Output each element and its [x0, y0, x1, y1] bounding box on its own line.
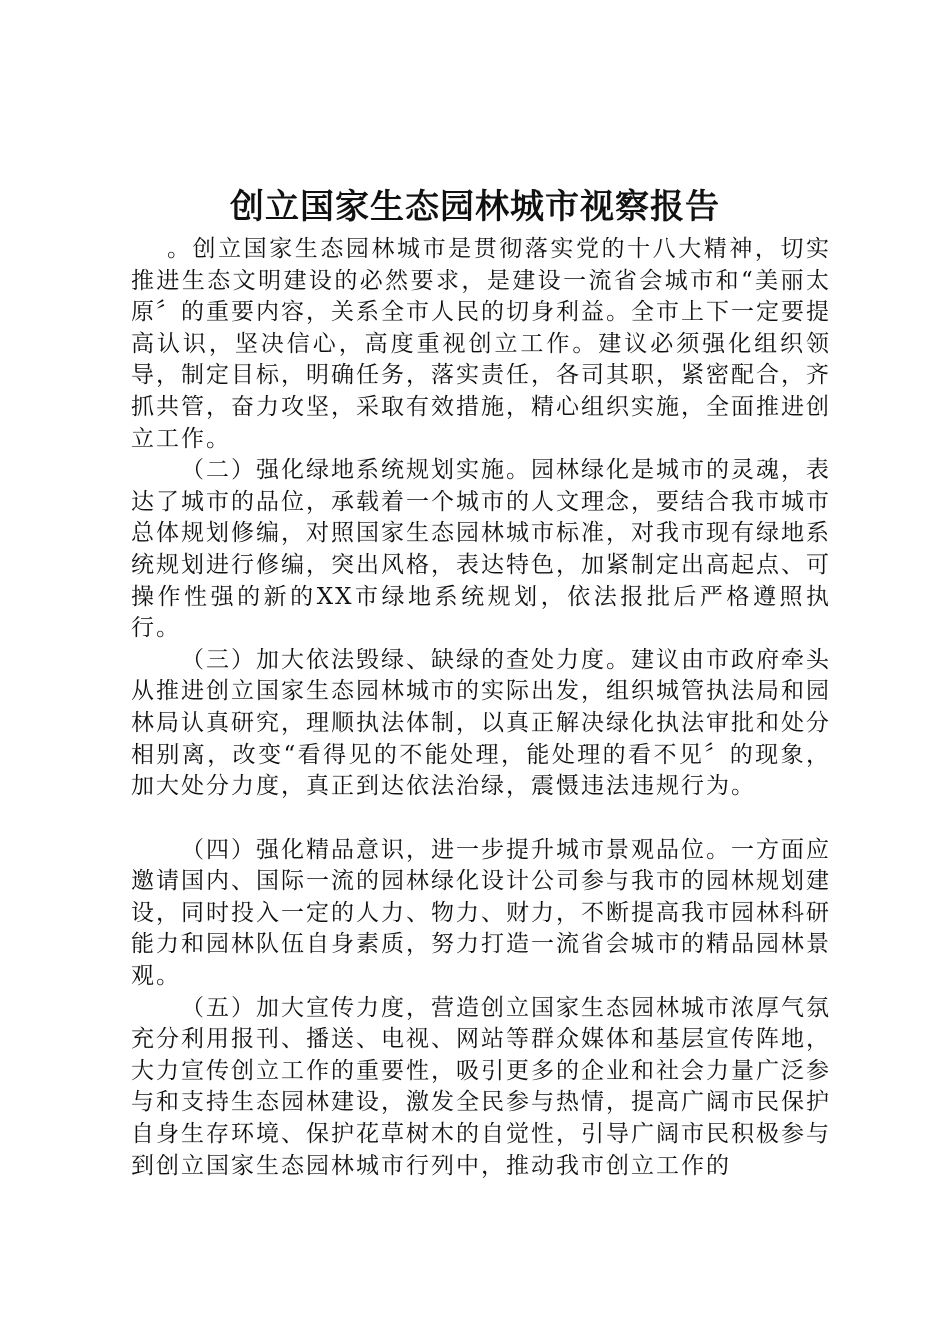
paragraph-section-5: （五）加大宣传力度，营造创立国家生态园林城市浓厚气氛充分利用报刊、播送、电视、网站等群众媒体和基层宣传阵地，大力宣传创立工作的重要性，吸引更多的企业和社会力量广泛参与和支持生态园林建设，激发全民参与热情，提高广阔市民保护自身生存环境、保护花草树木的自觉性，引导广阔市民积极参与到创立国家生态园林城市行列中，推动我市创立工作的 [131, 994, 831, 1179]
paragraph-section-4: （四）强化精品意识，进一步提升城市景观品位。一方面应邀请国内、国际一流的园林绿化设计公司参与我市的园林规划建设，同时投入一定的人力、物力、财力，不断提高我市园林科研能力和园林队伍自身素质，努力打造一流省会城市的精品园林景观。 [131, 836, 831, 990]
paragraph-intro: 。创立国家生态园林城市是贯彻落实党的十八大精神，切实推进生态文明建设的必然要求，是建设一流省会城市和“美丽太原〞的重要内容，关系全市人民的切身利益。全市上下一定要提高认识，坚决信心，高度重视创立工作。建议必须强化组织领导，制定目标，明确任务，落实责任，各司其职，紧密配合，齐抓共管，奋力攻坚，采取有效措施，精心组织实施，全面推进创立工作。 [131, 236, 831, 452]
document-body [131, 234, 831, 1182]
paragraph-section-3: （三）加大依法毁绿、缺绿的查处力度。建议由市政府牵头从推进创立国家生态园林城市的实际出发，组织城管执法局和园林局认真研究，理顺执法体制，以真正解决绿化执法审批和处分相别离，改变“看得见的不能处理，能处理的看不见〞的现象，加大处分力度，真正到达依法治绿，震慑违法违规行为。 [131, 646, 831, 800]
document-title: 创立国家生态园林城市视察报告 [230, 187, 720, 227]
paragraph-section-2: （二）强化绿地系统规划实施。园林绿化是城市的灵魂，表达了城市的品位，承载着一个城市的人文理念，要结合我市城市总体规划修编，对照国家生态园林城市标准，对我市现有绿地系统规划进行修编，突出风格，表达特色，加紧制定出高起点、可操作性强的新的XX市绿地系统规划，依法报批后严格遵照执行。 [131, 457, 831, 642]
